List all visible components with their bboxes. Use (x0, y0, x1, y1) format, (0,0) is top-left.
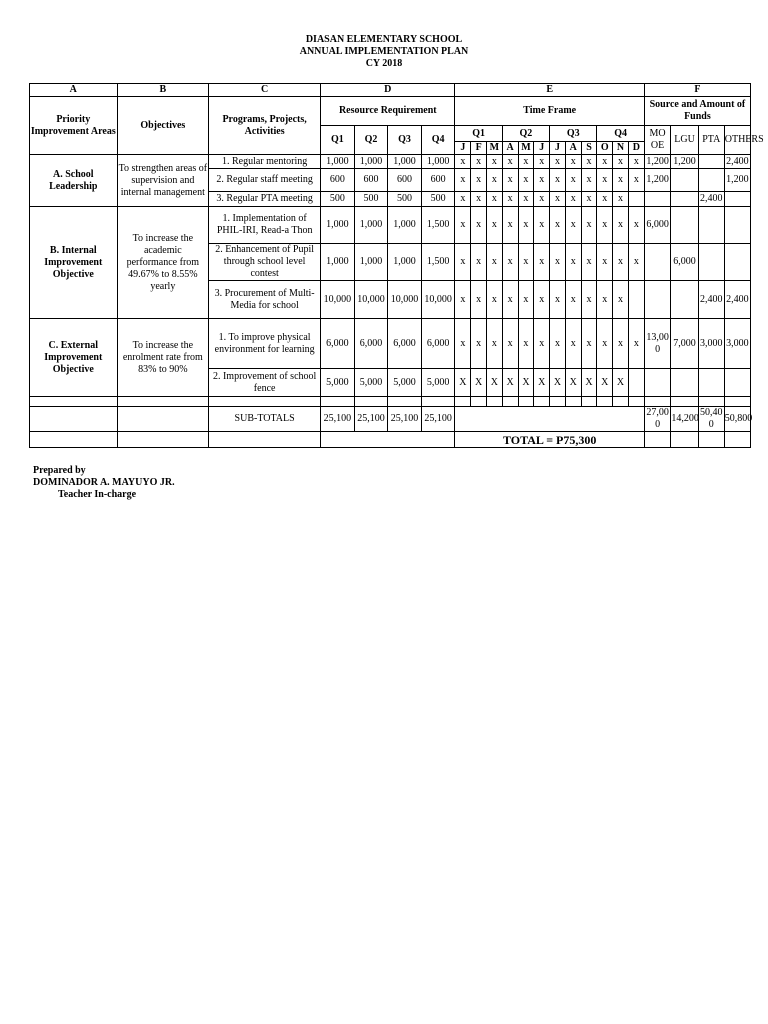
empty-cell (30, 397, 118, 407)
month-mark-6: x (534, 207, 550, 244)
resource-q1: 1,000 (321, 155, 355, 169)
month-mark-3: x (487, 155, 503, 169)
month-mark-1: x (455, 169, 471, 192)
month-mark-4: x (502, 244, 518, 281)
fund-lgu (671, 192, 698, 207)
fund-lgu-header: LGU (671, 126, 698, 155)
fund-mooe (644, 369, 670, 397)
month-mark-11: X (613, 369, 629, 397)
empty-cell (30, 432, 118, 448)
month-mark-7: x (550, 169, 566, 192)
empty-cell (581, 397, 597, 407)
month-mark-10: x (597, 155, 613, 169)
month-mark-9: x (581, 244, 597, 281)
fund-pta (698, 244, 724, 281)
empty-cell (209, 432, 321, 448)
objective: To increase the enrolment rate from 83% to 90% (117, 319, 209, 397)
month-mark-8: x (565, 192, 581, 207)
priority-area: C. External Improvement Objective (30, 319, 118, 397)
fund-others (724, 207, 750, 244)
plan-title: ANNUAL IMPLEMENTATION PLAN (299, 46, 469, 57)
month-mark-5: x (518, 244, 534, 281)
resource-q1: 10,000 (321, 281, 355, 319)
month-mark-4: X (502, 369, 518, 397)
time-q4-header: Q4 (597, 126, 644, 142)
preparer-name: DOMINADOR A. MAYUYO JR. (33, 477, 175, 488)
subtotal-q3: 25,100 (388, 407, 422, 432)
month-mark-2: x (471, 207, 487, 244)
fund-others (724, 369, 750, 397)
fund-mooe: 1,200 (646, 155, 669, 167)
month-mark-9: x (581, 155, 597, 169)
header-row-1 (30, 97, 751, 126)
month-mark-12: x (628, 244, 644, 281)
fund-mooe: 1,200 (644, 169, 670, 192)
resource-q1: 6,000 (321, 319, 355, 369)
fund-others: 3,000 (724, 319, 750, 369)
resource-q2: 1,000 (354, 207, 388, 244)
month-mark-7: x (550, 207, 566, 244)
ppa-header: Programs, Projects, Activities (209, 97, 321, 155)
month-mark-7: x (550, 155, 566, 169)
month-mark-7: x (550, 192, 566, 207)
subtotal-lgu: 14,200 (671, 407, 698, 432)
implementation-plan-table (29, 83, 764, 448)
document-header (0, 34, 768, 70)
empty-cell (628, 397, 644, 407)
month-header-12: D (628, 142, 644, 155)
month-mark-2: X (471, 369, 487, 397)
time-q1-header: Q1 (455, 126, 502, 142)
resource-q4: 600 (421, 169, 455, 192)
month-mark-3: x (487, 169, 503, 192)
month-mark-11: x (613, 207, 629, 244)
fund-lgu (671, 207, 698, 244)
empty-cell (550, 397, 566, 407)
month-mark-3: x (487, 192, 503, 207)
month-mark-10: x (597, 319, 613, 369)
resource-q2: 1,000 (354, 244, 388, 281)
subtotal-mooe: 27,00 0 (646, 407, 669, 430)
subtotal-q4: 25,100 (421, 407, 455, 432)
activity-name: 1. Regular mentoring (209, 155, 321, 169)
month-mark-9: X (581, 369, 597, 397)
month-mark-5: x (518, 169, 534, 192)
empty-cell (471, 397, 487, 407)
fund-mooe (644, 244, 670, 281)
month-mark-11: x (613, 319, 629, 369)
fund-mooe (644, 281, 670, 319)
month-mark-3: x (487, 281, 503, 319)
month-mark-1: X (455, 369, 471, 397)
month-mark-7: x (550, 244, 566, 281)
month-mark-12: x (628, 155, 644, 169)
month-mark-1: x (455, 244, 471, 281)
month-header-7: J (550, 142, 566, 155)
fund-others-header: OTHERS (724, 126, 750, 155)
month-header-11: N (613, 142, 629, 155)
fund-pta (698, 169, 724, 192)
fund-lgu (671, 369, 698, 397)
month-mark-11: x (613, 244, 629, 281)
month-mark-8: x (565, 169, 581, 192)
prepared-by-block (33, 465, 175, 501)
month-header-2: F (471, 142, 487, 155)
resource-q4: 6,000 (421, 319, 455, 369)
month-mark-2: x (471, 155, 487, 169)
empty-cell (613, 397, 629, 407)
resource-q3: 1,000 (388, 244, 422, 281)
resource-q2: 1,000 (354, 155, 388, 169)
fund-pta (698, 207, 724, 244)
month-mark-12 (628, 192, 644, 207)
month-mark-12: x (628, 169, 644, 192)
fund-pta: 2,400 (698, 192, 724, 207)
month-mark-6: X (534, 369, 550, 397)
empty-cell (321, 432, 455, 448)
month-mark-11: x (613, 281, 629, 319)
resource-q1: 600 (321, 169, 355, 192)
resource-q1-header: Q1 (321, 126, 355, 155)
prepared-by-label: Prepared by (33, 465, 86, 476)
month-header-8: A (565, 142, 581, 155)
month-mark-2: x (471, 281, 487, 319)
empty-cell (644, 432, 670, 448)
activity-row (30, 155, 751, 169)
month-mark-9: x (581, 281, 597, 319)
month-mark-8: x (565, 155, 581, 169)
resource-q1: 5,000 (321, 369, 355, 397)
subtotal-others: 50,800 (724, 407, 750, 432)
activity-name: 2. Improvement of school fence (209, 369, 321, 397)
month-mark-8: X (565, 369, 581, 397)
empty-cell (698, 432, 724, 448)
subtotals-row (30, 407, 751, 432)
month-mark-6: x (534, 169, 550, 192)
month-mark-4: x (502, 319, 518, 369)
month-mark-11: x (613, 169, 629, 192)
fund-pta: 3,000 (698, 319, 724, 369)
resource-q2: 6,000 (354, 319, 388, 369)
month-mark-12 (628, 369, 644, 397)
activity-name: 2. Regular staff meeting (209, 169, 321, 192)
month-mark-6: x (534, 192, 550, 207)
subtotal-pta: 50,40 0 (700, 407, 723, 430)
empty-cell (117, 397, 209, 407)
resource-q4: 1,500 (421, 207, 455, 244)
month-mark-1: x (455, 192, 471, 207)
month-mark-10: X (597, 369, 613, 397)
preparer-title: Teacher In-charge (58, 489, 137, 500)
empty-cell (698, 397, 724, 407)
grand-total: TOTAL = P75,300 (455, 432, 644, 448)
resource-q2: 10,000 (354, 281, 388, 319)
month-header-9: S (581, 142, 597, 155)
subtotals-label: SUB-TOTALS (209, 407, 321, 432)
month-mark-4: x (502, 207, 518, 244)
fund-mooe (644, 192, 670, 207)
empty-cell (724, 432, 750, 448)
month-mark-4: x (502, 155, 518, 169)
month-mark-7: x (550, 281, 566, 319)
empty-cell (671, 432, 698, 448)
resource-q3-header: Q3 (388, 126, 422, 155)
priority-areas-header: Priority Improvement Areas (30, 97, 118, 155)
month-mark-8: x (565, 281, 581, 319)
month-mark-10: x (597, 169, 613, 192)
school-name: DIASAN ELEMENTARY SCHOOL (305, 34, 463, 45)
plan-year: CY 2018 (365, 58, 403, 69)
activity-name: 1. Implementation of PHIL-IRI, Read-a Thon (209, 207, 321, 244)
month-mark-3: X (487, 369, 503, 397)
fund-pta (698, 369, 724, 397)
fund-mooe: 6,000 (644, 207, 670, 244)
resource-q3: 10,000 (388, 281, 422, 319)
empty-cell (117, 407, 209, 432)
fund-lgu: 7,000 (671, 319, 698, 369)
month-mark-1: x (455, 319, 471, 369)
month-mark-5: x (518, 192, 534, 207)
objectives-header: Objectives (117, 97, 209, 155)
activity-row (30, 207, 751, 244)
month-mark-8: x (565, 244, 581, 281)
month-header-4: A (502, 142, 518, 155)
priority-area: B. Internal Improvement Objective (30, 207, 118, 319)
resource-q1: 1,000 (321, 207, 355, 244)
resource-q3: 500 (388, 192, 422, 207)
priority-area: A. School Leadership (30, 155, 118, 207)
empty-cell (117, 432, 209, 448)
empty-cell (455, 407, 644, 432)
empty-cell (421, 397, 455, 407)
month-mark-7: X (550, 369, 566, 397)
column-letter-c: C (209, 84, 321, 97)
resource-q3: 1,000 (388, 155, 422, 169)
month-mark-8: x (565, 207, 581, 244)
month-mark-4: x (502, 169, 518, 192)
resource-q3: 6,000 (388, 319, 422, 369)
empty-cell (724, 397, 750, 407)
empty-cell (354, 397, 388, 407)
month-mark-9: x (581, 207, 597, 244)
activity-name: 2. Enhancement of Pupil through school level contest (209, 244, 321, 281)
source-of-funds-header: Source and Amount of Funds (644, 97, 750, 126)
month-mark-5: x (518, 281, 534, 319)
spacer-row (30, 397, 751, 407)
resource-q4-header: Q4 (421, 126, 455, 155)
fund-others (724, 244, 750, 281)
fund-mooe: 13,00 0 (644, 319, 670, 369)
empty-cell (388, 397, 422, 407)
resource-q3: 5,000 (388, 369, 422, 397)
month-mark-5: X (518, 369, 534, 397)
time-frame-header: Time Frame (455, 97, 644, 126)
resource-q2: 600 (354, 169, 388, 192)
month-mark-1: x (455, 155, 471, 169)
activity-row (30, 319, 751, 369)
month-mark-4: x (502, 192, 518, 207)
empty-cell (209, 397, 321, 407)
resource-q1: 1,000 (321, 244, 355, 281)
month-mark-12: x (628, 207, 644, 244)
month-mark-2: x (471, 169, 487, 192)
fund-lgu: 1,200 (671, 155, 698, 169)
month-mark-10: x (597, 192, 613, 207)
empty-cell (644, 397, 670, 407)
empty-cell (565, 397, 581, 407)
month-mark-7: x (550, 319, 566, 369)
month-mark-5: x (518, 319, 534, 369)
month-mark-10: x (597, 207, 613, 244)
empty-cell (518, 397, 534, 407)
month-mark-10: x (597, 244, 613, 281)
empty-cell (321, 397, 355, 407)
fund-pta (698, 155, 724, 169)
empty-cell (487, 397, 503, 407)
empty-cell (502, 397, 518, 407)
resource-q4: 10,000 (421, 281, 455, 319)
month-mark-6: x (534, 244, 550, 281)
fund-lgu (671, 281, 698, 319)
empty-cell (30, 407, 118, 432)
column-letter-f: F (644, 84, 750, 97)
subtotal-q1: 25,100 (321, 407, 355, 432)
empty-cell (671, 397, 698, 407)
subtotal-q2: 25,100 (354, 407, 388, 432)
empty-cell (597, 397, 613, 407)
month-mark-6: x (534, 155, 550, 169)
month-mark-5: x (518, 155, 534, 169)
month-header-1: J (455, 142, 471, 155)
month-mark-6: x (534, 319, 550, 369)
month-mark-2: x (471, 244, 487, 281)
activity-name: 3. Regular PTA meeting (209, 192, 321, 207)
month-header-10: O (597, 142, 613, 155)
month-mark-3: x (487, 244, 503, 281)
objective: To increase the academic performance from 49.67% to 8.55% yearly (117, 207, 209, 319)
month-mark-11: x (613, 155, 629, 169)
fund-lgu: 6,000 (671, 244, 698, 281)
month-mark-9: x (581, 192, 597, 207)
column-letter-row (30, 84, 751, 97)
time-q2-header: Q2 (502, 126, 549, 142)
activity-name: 3. Procurement of Multi-Media for school (209, 281, 321, 319)
month-mark-1: x (455, 281, 471, 319)
month-mark-11: x (613, 192, 629, 207)
month-mark-8: x (565, 319, 581, 369)
column-letter-a: A (30, 84, 118, 97)
month-mark-4: x (502, 281, 518, 319)
fund-others: 2,400 (726, 155, 749, 167)
activity-name: 1. To improve physical environment for learning (209, 319, 321, 369)
month-mark-12: x (628, 319, 644, 369)
column-letter-b: B (117, 84, 209, 97)
month-mark-9: x (581, 319, 597, 369)
total-row (30, 432, 751, 448)
fund-mooe-header: MO OE (644, 126, 670, 155)
month-mark-3: x (487, 207, 503, 244)
resource-requirement-header: Resource Requirement (321, 97, 455, 126)
resource-q4: 5,000 (421, 369, 455, 397)
resource-q1: 500 (321, 192, 355, 207)
month-header-3: M (487, 142, 503, 155)
empty-cell (534, 397, 550, 407)
resource-q2: 5,000 (354, 369, 388, 397)
fund-pta: 2,400 (698, 281, 724, 319)
fund-others (724, 192, 750, 207)
month-mark-1: x (455, 207, 471, 244)
fund-lgu (671, 169, 698, 192)
resource-q2-header: Q2 (354, 126, 388, 155)
month-mark-12 (628, 281, 644, 319)
resource-q3: 600 (388, 169, 422, 192)
resource-q4: 500 (421, 192, 455, 207)
month-mark-2: x (471, 192, 487, 207)
fund-pta-header: PTA (698, 126, 724, 155)
resource-q2: 500 (354, 192, 388, 207)
objective: To strengthen areas of supervision and internal management (117, 155, 209, 207)
time-q3-header: Q3 (550, 126, 597, 142)
empty-cell (455, 397, 471, 407)
month-header-5: M (518, 142, 534, 155)
month-mark-6: x (534, 281, 550, 319)
month-mark-9: x (581, 169, 597, 192)
resource-q4: 1,000 (421, 155, 455, 169)
fund-others: 2,400 (724, 281, 750, 319)
month-mark-3: x (487, 319, 503, 369)
column-letter-e: E (455, 84, 644, 97)
month-mark-2: x (471, 319, 487, 369)
month-mark-10: x (597, 281, 613, 319)
month-mark-5: x (518, 207, 534, 244)
resource-q3: 1,000 (388, 207, 422, 244)
column-letter-d: D (321, 84, 455, 97)
month-header-6: J (534, 142, 550, 155)
fund-others: 1,200 (724, 169, 750, 192)
resource-q4: 1,500 (421, 244, 455, 281)
